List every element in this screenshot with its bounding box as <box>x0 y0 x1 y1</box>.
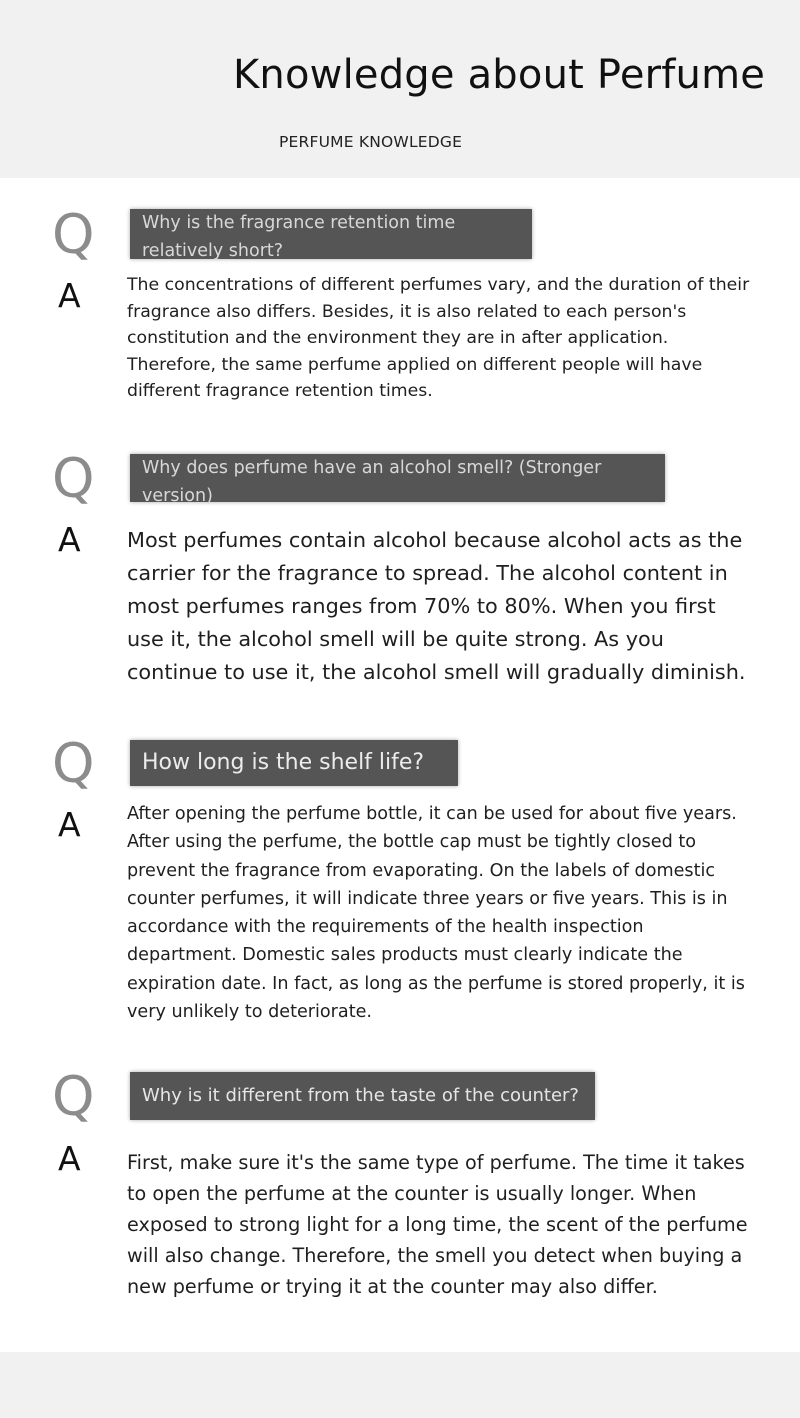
question-box: Why does perfume have an alcohol smell? (Stronger version) <box>130 454 665 502</box>
answer-text: The concentrations of different perfumes vary, and the duration of their fragrance also differs. Besides, it is also related to each person's constitution and the environment they are in after application. Therefore, the same perfume applied on different people will have different fragrance retention times. <box>127 275 750 401</box>
answer-text: Most perfumes contain alcohol because alcohol acts as the carrier for the fragrance to spread. The alcohol content in most perfumes ranges from 70% to 80%. When you first use it, the alcohol smell will be quite strong. As you continue to use it, the alcohol smell will gradually diminish. <box>127 528 746 684</box>
answer-text: After opening the perfume bottle, it can be used for about five years. After using the perfume, the bottle cap must be tightly closed to prevent the fragrance from evaporating. On the labels of domestic counter perfumes, it will indicate three years or five years. This is in accordance with the requirements of the health inspection department. Domestic sales products must clearly indicate the expiration date. In fact, as long as the perfume is stored properly, it is very unlikely to deteriorate. <box>127 804 745 1023</box>
question-box: Why is it different from the taste of the counter? <box>130 1072 595 1120</box>
q-mark: Q <box>52 447 95 510</box>
question-box: Why is the fragrance retention time relatively short? <box>130 209 532 259</box>
page-footer-band <box>0 1352 800 1418</box>
a-mark: A <box>58 805 81 844</box>
page-title: Knowledge about Perfume <box>233 52 766 98</box>
page-subtitle: PERFUME KNOWLEDGE <box>279 133 463 151</box>
question-box: How long is the shelf life? <box>130 740 458 786</box>
q-mark: Q <box>52 1065 95 1128</box>
a-mark: A <box>58 276 81 315</box>
page-header <box>0 0 800 178</box>
a-mark: A <box>58 1139 81 1178</box>
q-mark: Q <box>52 732 95 795</box>
q-mark: Q <box>52 203 95 266</box>
a-mark: A <box>58 520 81 559</box>
answer-text: First, make sure it's the same type of perfume. The time it takes to open the perfume at the counter is usually longer. When exposed to strong light for a long time, the scent of the perfume will also change. Therefore, the smell you detect when buying a new perfume or trying it at the counter may also differ. <box>127 1151 748 1298</box>
